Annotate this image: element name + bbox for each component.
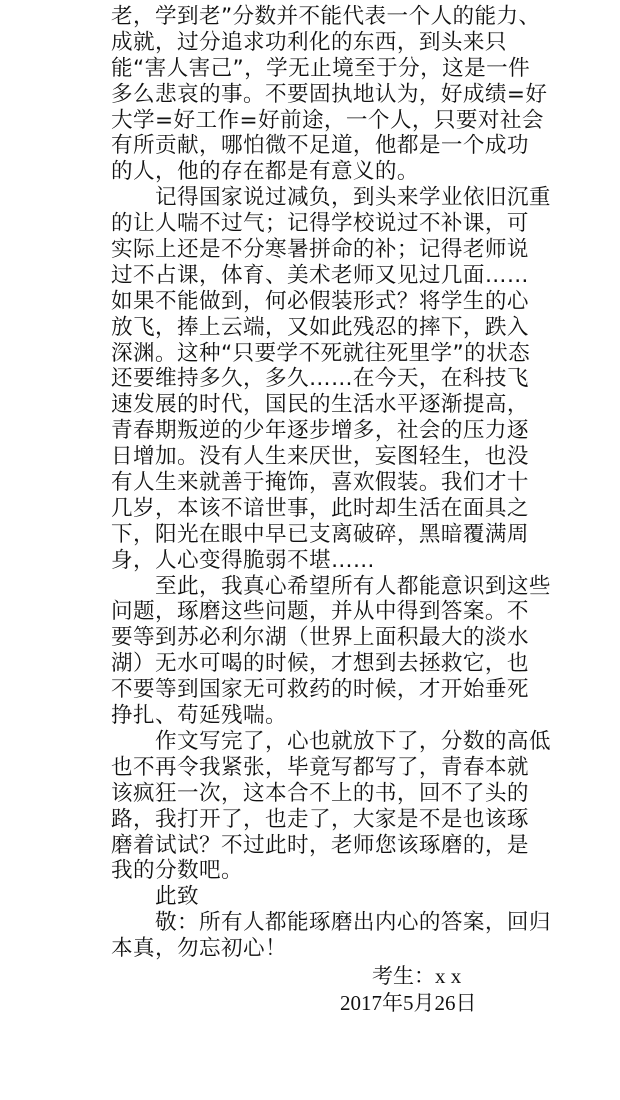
essay-date: 2017年5月26日 (340, 991, 477, 1015)
text-line: 能“害人害己”，学无止境至于分，这是一件 (111, 55, 531, 81)
text-line: 要等到苏必利尔湖（世界上面积最大的淡水 (111, 625, 529, 651)
text-line: 本真，勿忘初心！ (111, 936, 287, 962)
text-line: 老，学到老”分数并不能代表一个人的能力、 (111, 4, 541, 29)
text-line: 磨着试试？不过此时，老师您该琢磨的，是 (111, 832, 529, 858)
text-line: 问题，琢磨这些问题，并从中得到答案。不 (111, 599, 529, 625)
text-line: 该疯狂一次，这本合不上的书，回不了头的 (111, 780, 529, 806)
text-line: 我的分数吧。 (111, 858, 243, 884)
text-line: 的让人喘不过气；记得学校说过不补课，可 (111, 211, 529, 237)
text-line: 深渊。这种“只要学不死就往死里学”的状态 (111, 340, 531, 366)
text-line: 日增加。没有人生来厌世，妄图轻生，也没 (111, 444, 529, 470)
text-line: 也不再令我紧张，毕竟写都写了，青春本就 (111, 754, 529, 780)
text-line: 速发展的时代，国民的生活水平逐渐提高， (111, 392, 529, 418)
text-line: 作文写完了，心也就放下了，分数的高低 (111, 728, 551, 754)
text-line: 如果不能做到，何必假装形式？将学生的心 (111, 288, 529, 314)
text-line: 青春期叛逆的少年逐步增多，社会的压力逐 (111, 418, 529, 444)
text-line: 身，人心变得脆弱不堪…… (111, 547, 375, 573)
text-line: 路，我打开了，也走了，大家是不是也该琢 (111, 806, 529, 832)
text-line: 不要等到国家无可救药的时候，才开始垂死 (111, 677, 529, 703)
text-line: 还要维持多久，多久……在今天，在科技飞 (111, 366, 529, 392)
text-line: 有所贡献，哪怕微不足道，他都是一个成功 (111, 133, 529, 159)
text-line: 至此，我真心希望所有人都能意识到这些 (111, 573, 551, 599)
text-line: 大学=好工作=好前途，一个人，只要对社会 (111, 107, 544, 133)
text-line: 此致 (111, 884, 199, 910)
text-line: 有人生来就善于掩饰，喜欢假装。我们才十 (111, 470, 529, 496)
text-line: 成就，过分追求功利化的东西，到头来只 (111, 29, 507, 55)
text-line: 放飞，捧上云端，又如此残忍的摔下，跌入 (111, 314, 529, 340)
text-line: 实际上还是不分寒暑拼命的补；记得老师说 (111, 237, 529, 263)
text-line: 的人，他的存在都是有意义的。 (111, 159, 419, 185)
text-line: 几岁，本该不谙世事，此时却生活在面具之 (111, 495, 529, 521)
text-line: 挣扎、苟延残喘。 (111, 703, 287, 729)
text-line: 敬：所有人都能琢磨出内心的答案，回归 (111, 910, 551, 936)
examinee-signature: 考生：x x (372, 964, 462, 988)
text-line: 多么悲哀的事。不要固执地认为，好成绩=好 (111, 81, 548, 107)
text-line: 湖）无水可喝的时候，才想到去拯救它，也 (111, 651, 529, 677)
text-line: 下，阳光在眼中早已支离破碎，黑暗覆满周 (111, 521, 529, 547)
text-line: 过不占课，体育、美术老师又见过几面…… (111, 262, 529, 288)
text-line: 记得国家说过减负，到头来学业依旧沉重 (111, 185, 551, 211)
essay-body (111, 4, 551, 962)
